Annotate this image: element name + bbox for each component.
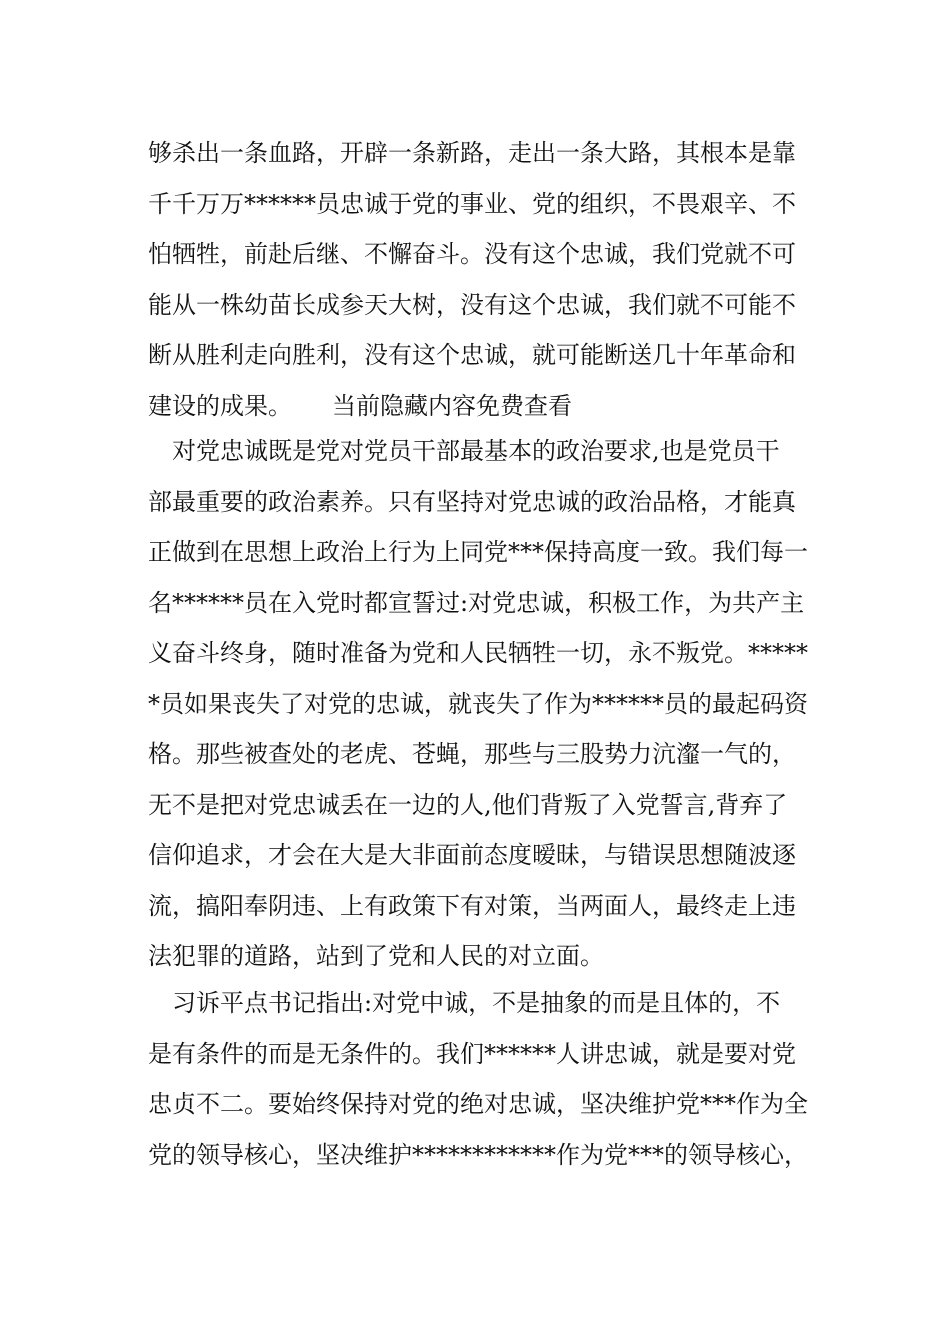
text-line-last	[148, 381, 808, 432]
text-line: 流，搞阳奉阴违、上有政策下有对策，当两面人，最终走上违	[148, 891, 796, 920]
text-line: 名******员在入党时都宣誓过:对党忠诚，积极工作，为共产主	[148, 588, 805, 617]
text-line: 断从胜利走向胜利，没有这个忠诚，就可能断送几十年革命和	[148, 341, 796, 369]
text-line: 怕牺牲，前赴后继、不懈奋斗。没有这个忠诚，我们党就不可	[148, 240, 796, 268]
hidden-content-link[interactable]: 当前隐藏内容免费查看	[332, 391, 572, 420]
text-line: 义奋斗终身，随时准备为党和人民牺牲一切，永不叛党。*****	[148, 639, 808, 667]
text-line: 党的领导核心，坚决维护************作为党***的领导核心，	[148, 1140, 808, 1169]
text-line: 是有条件的而是无条件的。我们******人讲忠诚，就是要对党	[148, 1039, 796, 1068]
text-line: 正做到在思想上政治上行为上同党***保持高度一致。我们每一	[148, 538, 808, 566]
text-line: *员如果丧失了对党的忠诚，就丧失了作为******员的最起码资	[148, 689, 808, 718]
paragraph-2	[148, 426, 808, 982]
text-line: 能从一株幼苗长成参天大树，没有这个忠诚，我们就不可能不	[148, 290, 796, 319]
text-line: 部最重要的政治素养。只有坚持对党忠诚的政治品格，才能真	[148, 487, 796, 516]
text-segment: 建设的成果。	[148, 391, 292, 420]
text-line: 千千万万******员忠诚于党的事业、党的组织，不畏艰辛、不	[148, 189, 796, 218]
paragraph-1	[148, 128, 808, 431]
text-line: 够杀出一条血路，开辟一条新路，走出一条大路，其根本是靠	[148, 139, 796, 167]
text-line: 习诉平点书记指出:对党中诚，不是抽象的而是且体的，不	[148, 989, 781, 1017]
text-line: 对党忠诚既是党对党员干部最基本的政治要求,也是党员干	[148, 437, 780, 465]
text-line: 信仰追求，才会在大是大非面前态度暧昧，与错误思想随波逐	[148, 841, 796, 869]
paragraph-3	[148, 978, 808, 1180]
text-line: 格。那些被查处的老虎、苍蝇，那些与三股势力沆瀣一气的，	[148, 740, 796, 768]
text-line: 法犯罪的道路，站到了党和人民的对立面。	[148, 942, 604, 970]
text-line: 忠贞不二。要始终保持对党的绝对忠诚，坚决维护党***作为全	[148, 1090, 808, 1118]
text-line: 无不是把对党忠诚丢在一边的人,他们背叛了入党誓言,背弃了	[148, 790, 788, 819]
